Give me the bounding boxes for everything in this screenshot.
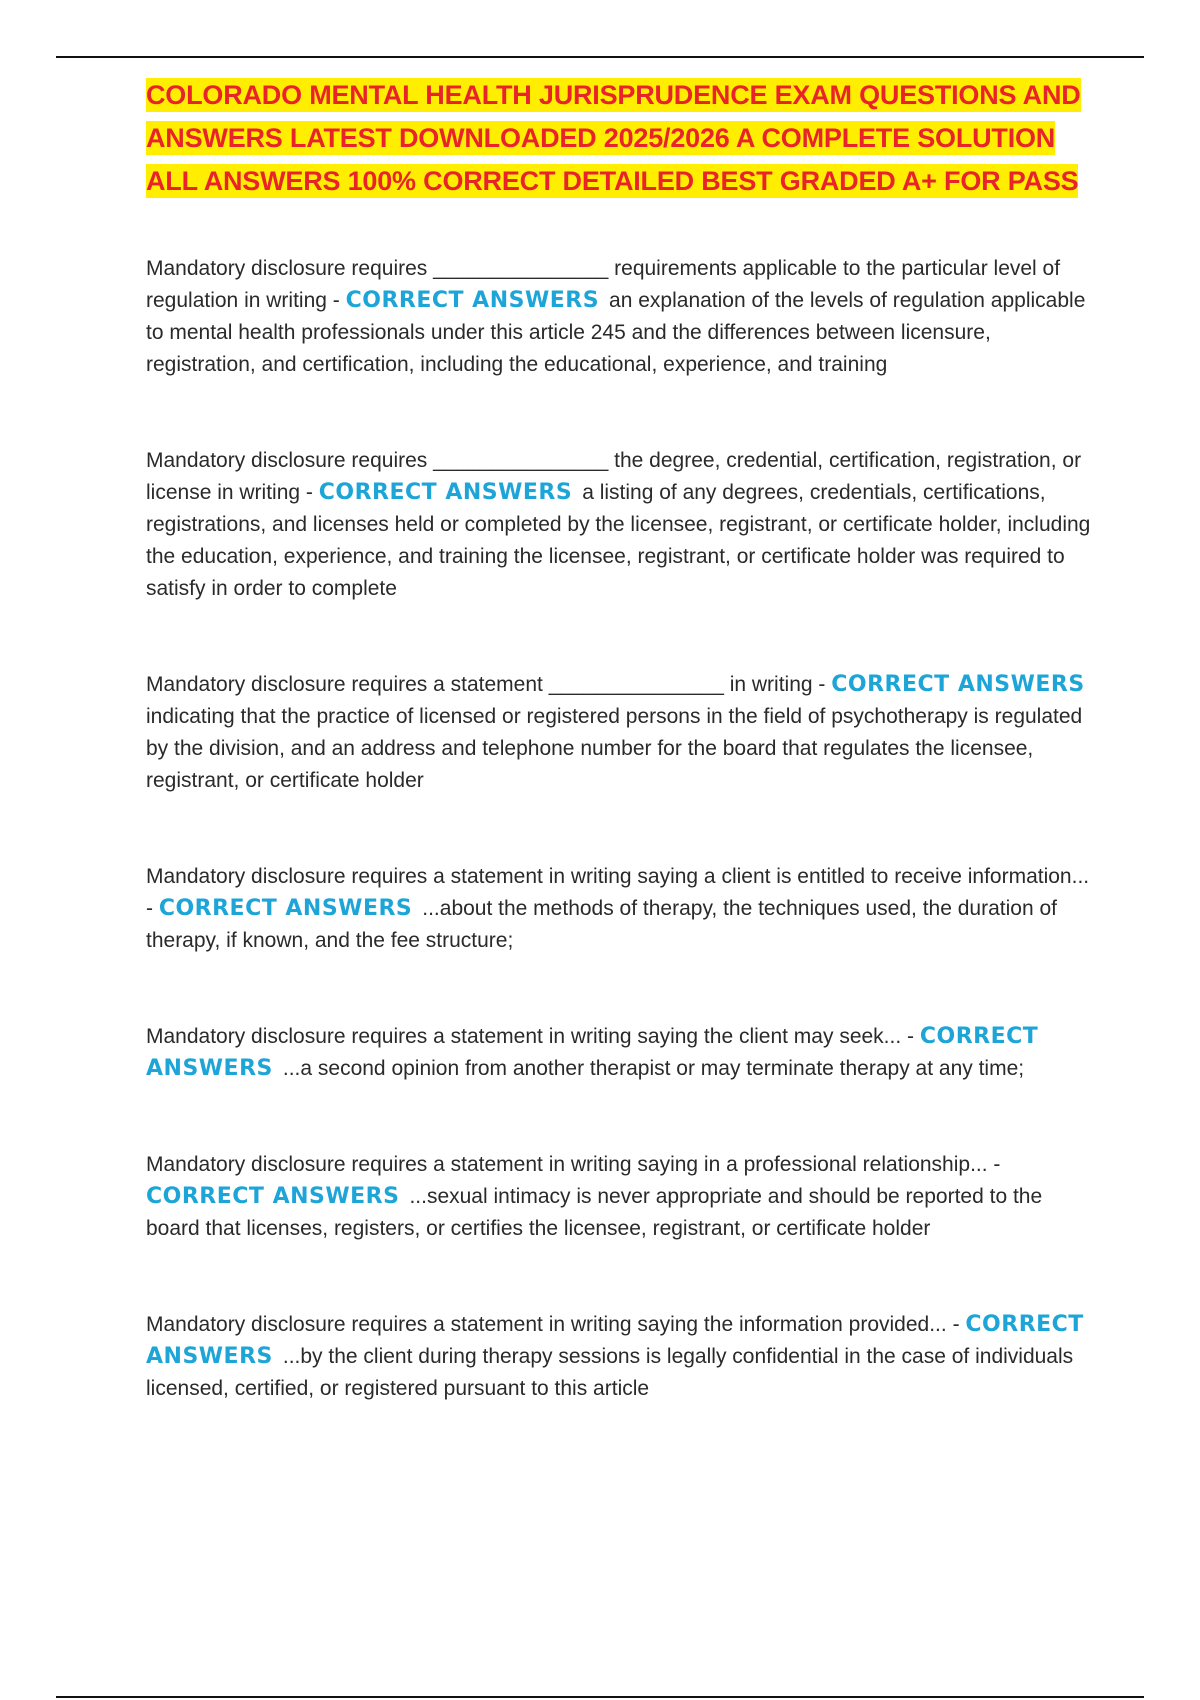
separator: - — [300, 481, 319, 504]
answer-text: ...a second opinion from another therapist or may terminate therapy at any time; — [282, 1057, 1025, 1080]
answer-text: ...sexual intimacy is never appropriate and should be reported to the board that licenses, registers, or certifies the licensee, registrant, or certificate holder — [146, 1185, 1043, 1240]
qa-item — [146, 445, 1096, 605]
title-highlight: COLORADO MENTAL HEALTH JURISPRUDENCE EXAM QUESTIONS AND ANSWERS LATEST DOWNLOADED 2025/2026 A COMPLETE SOLUTION ALL ANSWERS 100% CORRECT DETAILED BEST GRADED A+ FOR PASS — [146, 80, 1081, 196]
correct-answers-label: CORRECT ANSWERS — [146, 1312, 1084, 1369]
qa-item — [146, 253, 1096, 381]
answer-text: an explanation of the levels of regulation applicable to mental health professionals under this article 245 and the differences between licensure, registration, and certification, including the educational, experience, and training — [146, 289, 1086, 376]
answer-text: ...by the client during therapy sessions is legally confidential in the case of individuals licensed, certified, or registered pursuant to this article — [146, 1345, 1074, 1400]
separator: - — [901, 1025, 920, 1048]
top-rule — [56, 56, 1144, 58]
separator: - — [812, 673, 832, 696]
document-body — [146, 74, 1096, 1405]
separator: - — [946, 1313, 966, 1336]
answer-text: ...about the methods of therapy, the techniques used, the duration of therapy, if known, and the fee structure; — [146, 897, 1057, 952]
answer-text: indicating that the practice of licensed or registered persons in the field of psychotherapy is regulated by the division, and an address and telephone number for the board that regulates the licensee, registrant, or certificate holder — [146, 705, 1083, 792]
correct-answers-label: CORRECT ANSWERS — [345, 288, 600, 313]
document-title — [146, 74, 1096, 203]
separator: - — [326, 289, 346, 312]
question-text: Mandatory disclosure requires a statement in writing saying the information provided... — [146, 1313, 947, 1336]
qa-list — [146, 253, 1096, 1405]
correct-answers-label: CORRECT ANSWERS — [146, 1184, 400, 1209]
question-text: Mandatory disclosure requires _______________ requirements applicable to the particular level of regulation in writing — [146, 257, 1061, 312]
separator: - — [987, 1153, 1001, 1176]
question-text: Mandatory disclosure requires a statement _______________ in writing — [146, 673, 813, 696]
correct-answers-label: CORRECT ANSWERS — [318, 480, 573, 505]
answer-text: a listing of any degrees, credentials, certifications, registrations, and licenses held or completed by the licensee, registrant, or certificate holder, including the education, experience, and training the licensee, registrant, or certificate holder was required to satisfy in order to complete — [146, 481, 1091, 600]
correct-answers-label: CORRECT ANSWERS — [831, 672, 1085, 697]
question-text: Mandatory disclosure requires _______________ the degree, credential, certification, registration, or license in writing — [146, 449, 1082, 504]
separator: - — [146, 897, 159, 920]
question-text: Mandatory disclosure requires a statement in writing saying the client may seek... — [146, 1025, 902, 1048]
qa-item — [146, 1021, 1096, 1085]
qa-item — [146, 861, 1096, 957]
bottom-rule — [56, 1696, 1144, 1698]
correct-answers-label: CORRECT ANSWERS — [158, 896, 413, 921]
qa-item — [146, 1149, 1096, 1245]
correct-answers-label: CORRECT ANSWERS — [146, 1024, 1039, 1081]
question-text: Mandatory disclosure requires a statement in writing saying a client is entitled to receive information... — [146, 865, 1090, 888]
question-text: Mandatory disclosure requires a statement in writing saying in a professional relationship... — [146, 1153, 988, 1176]
qa-item — [146, 1309, 1096, 1405]
qa-item — [146, 669, 1096, 797]
